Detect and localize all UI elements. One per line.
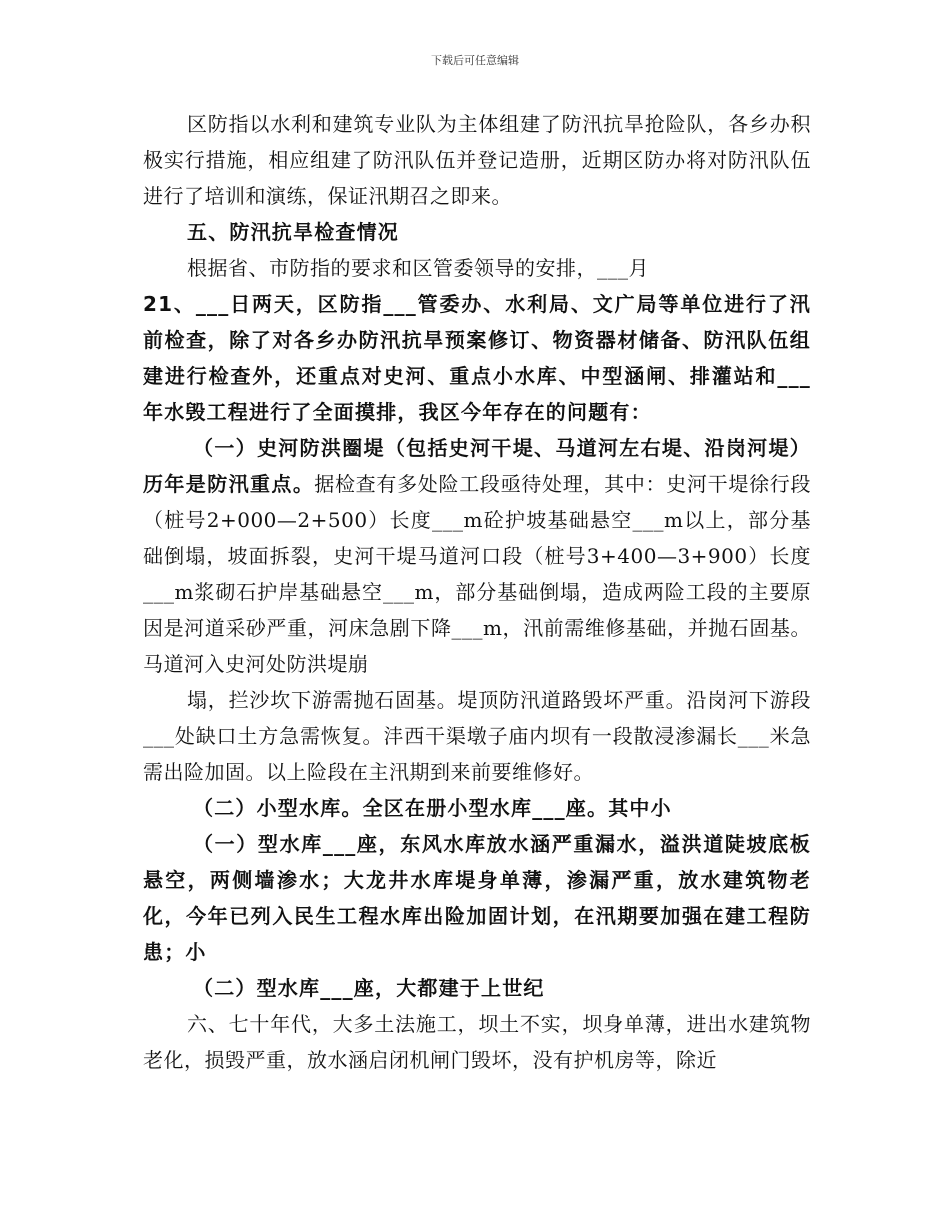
paragraph-reservoir-type-one: （一）型水库___座，东风水库放水涵严重漏水，溢洪道陡坡底板悬空，两侧墙渗水；大龙井水库堤身单薄，渗漏严重，放水建筑物老化，今年已列入民生工程水库出险加固计划，在汛期要加强在建工程防患；小 — [143, 832, 811, 964]
paragraph-levee-repairs: 塌，拦沙坎下游需抛石固基。堤顶防汛道路毁坏严重。沿岗河下游段___处缺口土方急需恢复。沣西干渠墩子庙内坝有一段散浸渗漏长___米急需出险加固。以上险段在主汛期到来前要维修好。 — [143, 688, 811, 784]
paragraph-small-reservoirs: （二）小型水库。全区在册小型水库___座。其中小 — [193, 796, 672, 820]
shihe-levee-detail: 据检查有多处险工段亟待处理，其中：史河干堤徐行段（桩号2+000—2+500）长度___m砼护坡基础悬空___m以上，部分基础倒塌，坡面拆裂，史河干堤马道河口段（桩号3+400—3+900）长度___m浆砌石护岸基础悬空___m，部分基础倒塌，造成两险工段的主要原因是河道采砂严重，河床急剧下降___m，汛前需维修基础，并抛石固基。马道河入史河处防洪堤崩 — [143, 472, 811, 676]
paragraph-shihe-levee — [143, 430, 811, 682]
paragraph-team-formation: 区防指以水利和建筑专业队为主体组建了防汛抗旱抢险队，各乡办积极实行措施，相应组建了防汛队伍并登记造册，近期区防办将对防汛队伍进行了培训和演练，保证汛期召之即来。 — [143, 112, 811, 208]
shihe-levee-heading: （一）史河防洪圈堤（包括史河干堤、马道河左右堤、沿岗河堤）历年是防汛重点。 — [143, 436, 811, 496]
paragraph-reservoir-history: 六、七十年代，大多土法施工，坝土不实，坝身单薄，进出水建筑物老化，损毁严重，放水涵启闭机闸门毁坏，没有护机房等，除近 — [143, 1012, 811, 1072]
paragraph-inspection-intro: 根据省、市防指的要求和区管委领导的安排，___月 — [187, 256, 649, 280]
paragraph-reservoir-type-two: （二）型水库___座，大都建于上世纪 — [193, 976, 545, 1000]
document-body — [143, 106, 811, 1078]
section-heading-inspection: 五、防汛抗旱检查情况 — [187, 220, 399, 244]
paragraph-inspection-dates: 21、___日两天，区防指___管委办、水利局、文广局等单位进行了汛前检查，除了对各乡办防汛抗旱预案修订、物资器材储备、防汛队伍组建进行检查外，还重点对史河、重点小水库、中型涵闸、排灌站和___年水毁工程进行了全面摸排，我区今年存在的问题有： — [143, 292, 811, 424]
page-header: 下载后可任意编辑 — [431, 54, 519, 67]
